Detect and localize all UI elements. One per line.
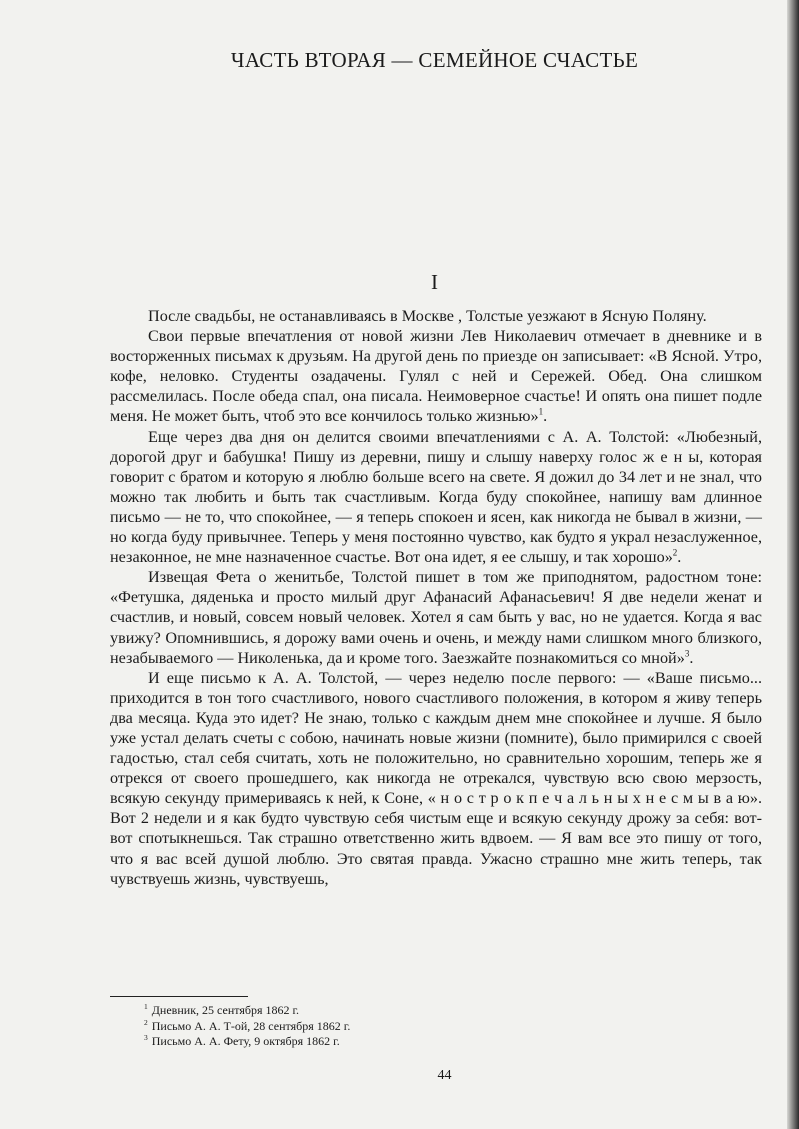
footnote	[144, 1019, 644, 1035]
paragraph	[110, 668, 762, 889]
paragraph: Извещая Фета о женитьбе, Толстой пишет в том же приподнятом, радостном тоне: «Фетушка, дяденька и просто милый друг Афанасий Афанасьевич! Я две недели женат и счастлив, и новый, совсем новый человек. Хотел я сам быть у вас, но не удается. Когда я вас увижу? Опомнившись, я дорожу вами очень и очень, и между нами слишком много близкого, незабываемого — Николенька, да и кроме того. Заезжайте познакомиться со мной»$^3$.	[110, 568, 762, 667]
paragraph-text: И еще письмо к А. А. Толстой, — через неделю после первого: — «Ваше письмо... приходится в тон того счастливого, нового счастливого положения, в котором я живу теперь два месяца. Куда это идет? Не знаю, только с каждым днем мне спокойнее и лучше. Я было уже устал делать счеты с собою, начинать новые жизни (помните), было примирился с своей гадостью, стал себя считать, хоть не положительно, но сравнительно хорошим, теперь же я отрекся от своего прошедшего, как никогда не отрекался, чувствую всю свою мерзость, всякую секунду примериваясь к ней, к Соне, « н о с т р о к п е ч а л ь н ы х н е с м ы в а ю». Вот 2 недели и я как будто чувствую себя чистым еще и всякую секунду дрожу за себя: вот-вот спотыкнешься. Так страшно ответственно жить вдвоем. — Я вам все это пишу от того, что я вас всей душой люблю. Это святая правда. Ужасно страшно мне жить теперь, так чувствуешь жизнь, чувствуешь,	[110, 668, 762, 888]
footnote-ref[interactable]: 2	[672, 547, 678, 558]
footnote	[144, 1003, 644, 1019]
paragraph-text: Извещая Фета о женитьбе, Толстой пишет в том же приподнятом, радостном тоне: «Фетушка, дяденька и просто милый друг Афанасий Афанасьевич! Я две недели женат и счастлив, и новый, совсем новый человек. Хотел я сам быть у вас, но не удается. Когда я вас увижу? Опомнившись, я дорожу вами очень и очень, и между нами слишком много близкого, незабываемого — Николенька, да и кроме того. Заезжайте познакомиться со мной»	[110, 568, 762, 667]
footnote-text: Дневник, 25 сентября 1862 г.	[151, 1003, 300, 1017]
paragraph	[110, 306, 762, 326]
paragraph-text: Еще через два дня он делится своими впечатлениями с А. А. Толстой: «Любезный, дорогой друг и бабушка! Пишу из деревни, пишу и слышу наверху голос ж е н ы, которая говорит с братом и которую я люблю больше всего на свете. Я дожил до 34 лет и не знал, что можно так любить и быть так счастливым. Когда буду спокойнее, напишу вам длинное письмо — не то, что спокойнее, — я теперь спокоен и ясен, как никогда не бывал в жизни, — но когда буду привычнее. Теперь у меня постоянно чувство, как будто я украл незаслуженное, незаконное, не мне назначенное счастье. Вот она идет, я ее слышу, и так хорошо»	[110, 427, 762, 567]
part-title: ЧАСТЬ ВТОРАЯ — СЕМЕЙНОЕ СЧАСТЬЕ	[230, 48, 639, 72]
footnotes	[144, 1003, 644, 1050]
footnote-mark: 2	[144, 1017, 148, 1027]
footnote-text: Письмо А. А. Фету, 9 октября 1862 г.	[151, 1034, 340, 1048]
footnote-divider	[110, 996, 248, 997]
paragraph: Еще через два дня он делится своими впечатлениями с А. А. Толстой: «Любезный, дорогой друг и бабушка! Пишу из деревни, пишу и слышу наверху голос ж е н ы, которая говорит с братом и которую я люблю больше всего на свете. Я дожил до 34 лет и не знал, что можно так любить и быть так счастливым. Когда буду спокойнее, напишу вам длинное письмо — не то, что спокойнее, — я теперь спокоен и ясен, как никогда не бывал в жизни, — но когда буду привычнее. Теперь у меня постоянно чувство, как будто я украл незаслуженное, незаконное, не мне назначенное счастье. Вот она идет, я ее слышу, и так хорошо»$^2$.	[110, 427, 762, 567]
chapter-number: I	[431, 270, 438, 294]
footnote	[144, 1034, 644, 1050]
footnote-mark: 3	[144, 1033, 148, 1042]
paragraph: Свои первые впечатления от новой жизни Лев Николаевич отмечает в дневнике и в восторженных письмах к друзьям. На другой день по приезде он записывает: «В Ясной. Утро, кофе, неловко. Студенты озадачены. Гулял с ней и Сережей. Обед. Она слишком рассмелилась. После обеда спал, она писала. Неимоверное счастье! И опять она пишет подле меня. Не может быть, чтоб это все кончилось только жизнью»$^1$.	[110, 327, 762, 426]
footnote-text: Письмо А. А. Т-ой, 28 сентября 1862 г.	[151, 1018, 351, 1033]
footnote-ref[interactable]: 1	[538, 407, 544, 418]
footnote-ref[interactable]: 3	[684, 648, 690, 659]
paragraph-text: Свои первые впечатления от новой жизни Лев Николаевич отмечает в дневнике и в восторженных письмах к друзьям. На другой день по приезде он записывает: «В Ясной. Утро, кофе, неловко. Студенты озадачены. Гулял с ней и Сережей. Обед. Она слишком рассмелилась. После обеда спал, она писала. Неимоверное счастье! И опять она пишет подле меня. Не может быть, чтоб это все кончилось только жизнью»	[110, 327, 762, 426]
footnote-mark: 1	[144, 1002, 148, 1011]
paragraph-text: После свадьбы, не останавливаясь в Москве , Толстые уезжают в Ясную Поляну.	[148, 307, 707, 325]
page-edge-shadow	[787, 0, 799, 1129]
page-number: 44	[437, 1068, 452, 1083]
body-text	[110, 306, 762, 889]
